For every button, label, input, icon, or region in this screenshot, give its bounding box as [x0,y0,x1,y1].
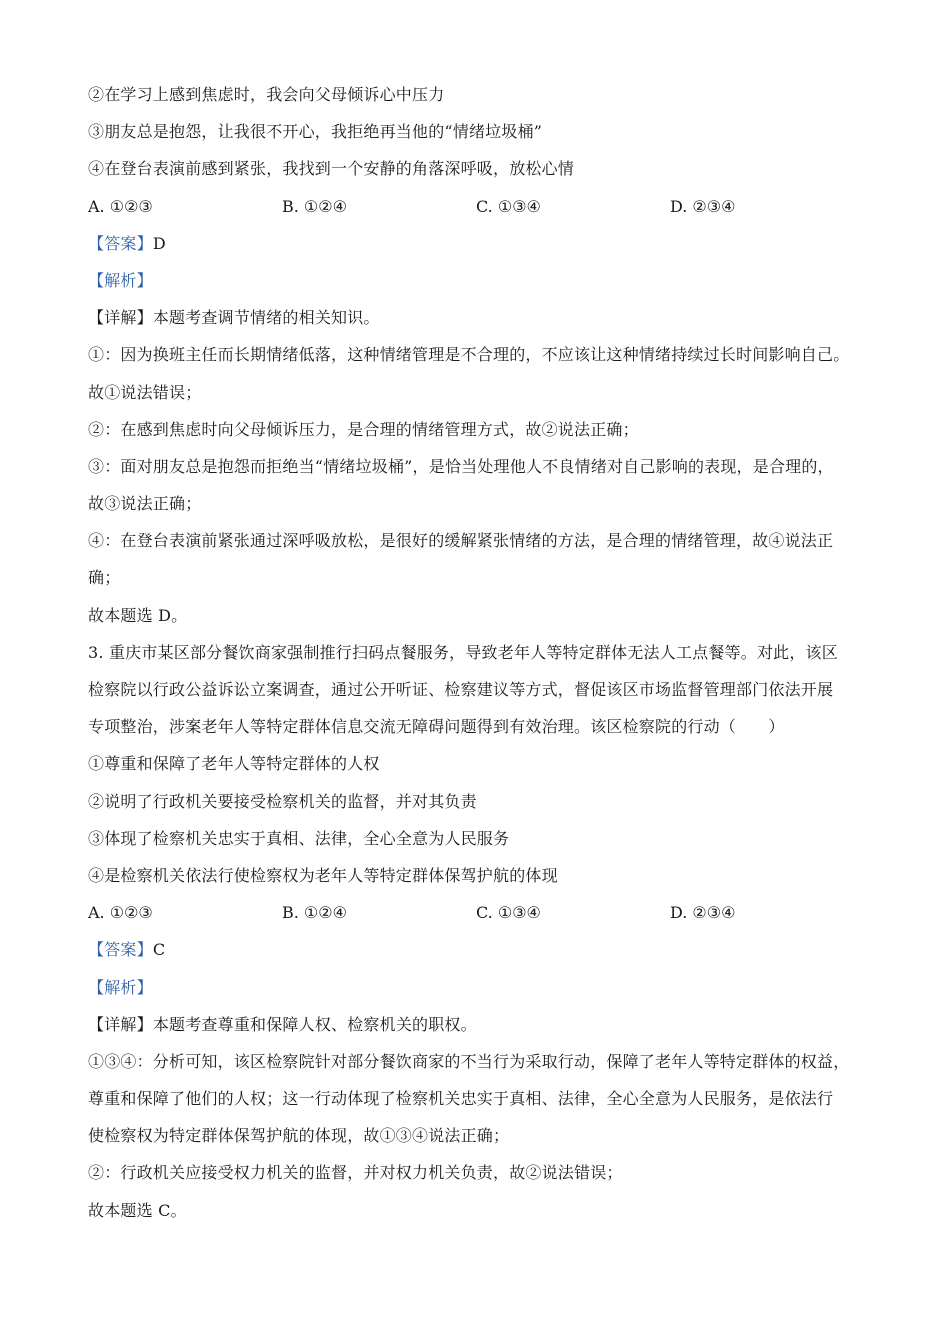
q3-option-d: D. ②③④ [670,903,736,923]
q3-stem-line: 检察院以行政公益诉讼立案调查，通过公开听证、检察建议等方式，督促该区市场监督管理部门依法开展 [88,680,834,699]
q2-statement: ④在登台表演前感到紧张，我找到一个安静的角落深呼吸，放松心情 [88,159,575,179]
answer-value: C [152,940,166,960]
q3-detail [88,1006,868,1043]
detail-intro: 本题考查调节情绪的相关知识。 [152,308,380,328]
q2-option-a: A. ①②③ [88,196,153,216]
q2-option-c: C. ①③④ [476,196,541,216]
q3-option-a: A. ①②③ [88,903,153,923]
q3-explanation-line: ②：行政机关应接受权力机关的监督，并对权力机关负责，故②说法错误； [88,1163,623,1183]
q2-explanation-line: 故③说法正确； [88,494,202,514]
q3-explanation-line: 尊重和保障了他们的人权；这一行动体现了检察机关忠实于真相、法律，全心全意为人民服务，是依法行 [88,1089,834,1109]
q3-explanation-line: 使检察权为特定群体保驾护航的体现，故①③④说法正确； [88,1126,510,1146]
detail-label: 【详解】 [88,308,153,328]
q3-stem-line: 专项整治，涉案老年人等特定群体信息交流无障碍问题得到有效治理。该区检察院的行动（ ） [88,717,785,737]
q2-explanation-line: 故本题选 D。 [88,605,188,625]
q3-explanation-line: 故本题选 C。 [88,1200,187,1220]
q3-explanation-line: ①③④：分析可知，该区检察院针对部分餐饮商家的不当行为采取行动，保障了老年人等特定群体的权益， [88,1051,850,1071]
q3-statement: ①尊重和保障了老年人等特定群体的人权 [88,754,380,774]
answer-value: D [152,233,166,253]
q3-stem-line: 3. 重庆市某区部分餐饮商家强制推行扫码点餐服务，导致老年人等特定群体无法人工点餐等。对此，该区 [88,642,838,662]
q2-statement: ③朋友总是抱怨，让我很不开心，我拒绝再当他的“情绪垃圾桶” [88,122,543,142]
q3-answer [88,931,868,968]
q2-explanation-line: ①：因为换班主任而长期情绪低落，这种情绪管理是不合理的，不应该让这种情绪持续过长时间影响自己。 [88,345,850,365]
q2-option-d: D. ②③④ [670,196,736,216]
q2-explanation-line: ③：面对朋友总是抱怨而拒绝当“情绪垃圾桶”，是恰当处理他人不良情绪对自己影响的表现，是合理的， [88,456,834,476]
q3-statement: ②说明了行政机关要接受检察机关的监督，并对其负责 [88,791,477,811]
q2-option-b: B. ①②④ [282,196,347,216]
q2-statement: ②在学习上感到焦虑时，我会向父母倾诉心中压力 [88,85,445,104]
q3-analysis-label: 【解析】 [88,977,153,997]
q2-detail [88,299,868,336]
q3-options [88,894,868,931]
q2-options [88,188,868,225]
detail-label: 【详解】 [88,1014,153,1034]
document-page [88,76,868,1229]
answer-label: 【答案】 [88,233,153,253]
q3-option-c: C. ①③④ [476,903,541,923]
q2-explanation-line: ②：在感到焦虑时向父母倾诉压力，是合理的情绪管理方式，故②说法正确； [88,419,639,439]
q2-explanation-line: 确； [88,568,121,588]
q2-answer [88,225,868,262]
answer-label: 【答案】 [88,940,153,960]
q3-option-b: B. ①②④ [282,903,347,923]
q2-explanation-line: ④：在登台表演前紧张通过深呼吸放松，是很好的缓解紧张情绪的方法，是合理的情绪管理，故④说法正 [88,531,834,551]
q3-statement: ③体现了检察机关忠实于真相、法律，全心全意为人民服务 [88,828,510,848]
q3-statement: ④是检察机关依法行使检察权为老年人等特定群体保驾护航的体现 [88,865,558,885]
q2-explanation-line: 故①说法错误； [88,382,202,402]
q2-analysis-label: 【解析】 [88,270,153,290]
detail-intro: 本题考查尊重和保障人权、检察机关的职权。 [152,1014,477,1034]
